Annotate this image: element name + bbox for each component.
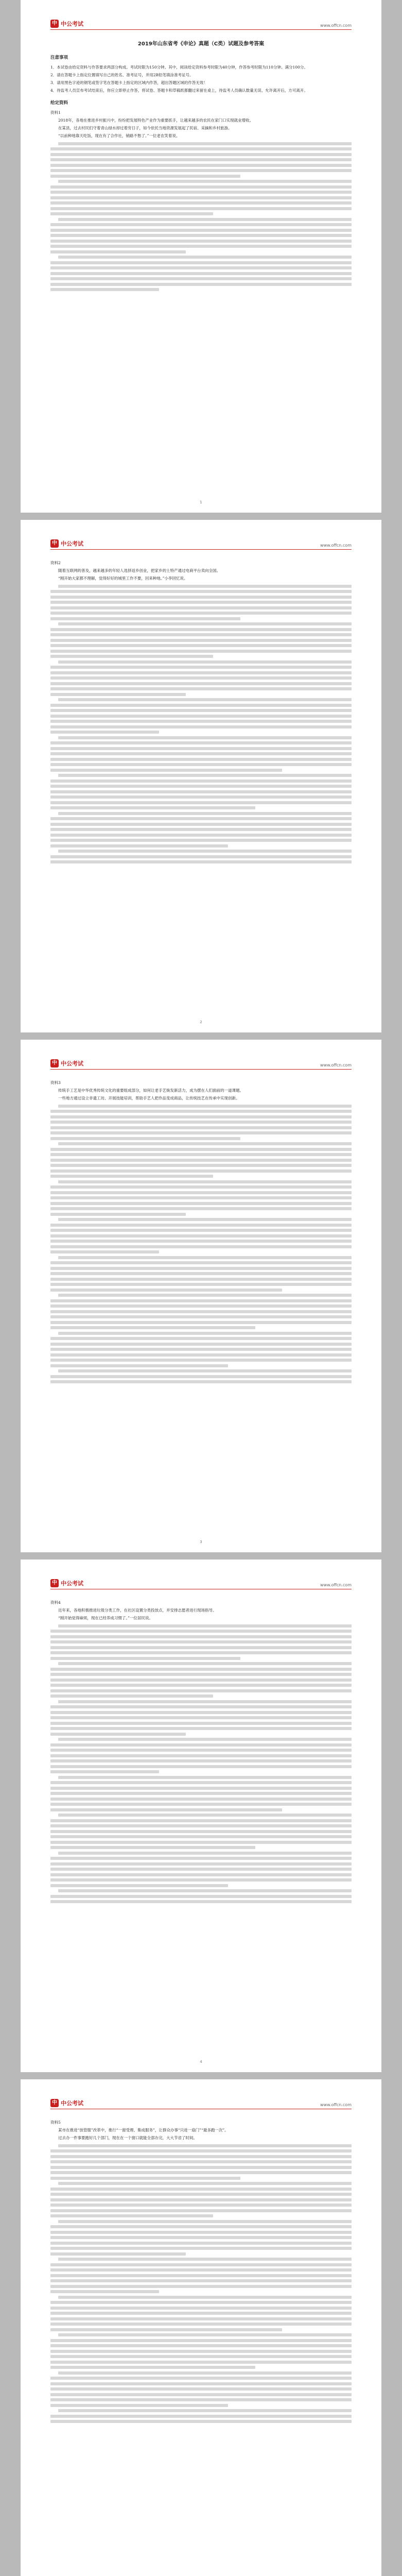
text-line-placeholder bbox=[58, 2371, 352, 2375]
text-line-placeholder bbox=[50, 158, 352, 161]
text-line-placeholder bbox=[50, 596, 352, 599]
text-line-placeholder bbox=[50, 709, 352, 712]
text-line-placeholder bbox=[50, 1679, 352, 1682]
text-line-placeholder bbox=[50, 1148, 352, 1151]
text-line-placeholder bbox=[50, 1202, 352, 1205]
text-line-placeholder bbox=[58, 1218, 352, 1221]
text-line-placeholder bbox=[50, 2268, 352, 2272]
text-line-placeholder bbox=[50, 2355, 352, 2358]
text-line-placeholder bbox=[50, 2252, 186, 2256]
text-line-placeholder bbox=[50, 1380, 352, 1383]
brand-logo bbox=[50, 20, 83, 28]
page-4 bbox=[21, 1560, 381, 2072]
text-line-placeholder bbox=[50, 2328, 282, 2331]
text-line-placeholder bbox=[50, 731, 159, 734]
note-line: 1．本试卷由给定资料与作答要求两部分构成。考试时限为150分钟。其中，阅读给定资料参考时限为40分钟，作答参考时限为110分钟。满分100分。 bbox=[50, 65, 308, 70]
text-line-placeholder bbox=[50, 2344, 352, 2347]
page-5 bbox=[21, 2079, 381, 2576]
text-line-placeholder bbox=[50, 741, 352, 744]
text-line-placeholder bbox=[50, 806, 255, 809]
body-text-block bbox=[50, 2144, 352, 2424]
brand-logo-icon: 中 bbox=[50, 20, 59, 28]
text-line-placeholder bbox=[50, 229, 352, 232]
text-line-placeholder bbox=[50, 1337, 352, 1340]
document-title: 2019年山东省考《申论》真题（C类）试题及参考答案 bbox=[137, 41, 265, 47]
text-line-placeholder bbox=[58, 1105, 352, 1108]
text-line-placeholder bbox=[58, 1332, 352, 1335]
text-line-placeholder bbox=[50, 1115, 352, 1118]
text-line-placeholder bbox=[50, 1110, 352, 1113]
text-line-placeholder bbox=[50, 1792, 352, 1795]
text-line-placeholder bbox=[50, 1819, 352, 1822]
body-text-block bbox=[50, 1624, 352, 1904]
text-line-placeholder bbox=[50, 2361, 352, 2364]
text-line-placeholder bbox=[50, 2274, 352, 2277]
brand-logo-text: 中公考试 bbox=[61, 2100, 83, 2107]
text-line-placeholder bbox=[50, 2377, 352, 2380]
text-line-placeholder bbox=[58, 736, 352, 739]
text-line-placeholder bbox=[50, 1121, 352, 1124]
text-line-placeholder bbox=[50, 1733, 186, 1736]
notes-title: 注意事项 bbox=[50, 55, 68, 60]
text-line-placeholder bbox=[58, 1889, 352, 1892]
text-line-placeholder bbox=[50, 1749, 352, 1752]
text-line-placeholder bbox=[58, 660, 352, 664]
text-line-placeholder bbox=[50, 2209, 352, 2212]
text-line-placeholder bbox=[50, 2279, 352, 2282]
brand-logo-icon: 中 bbox=[50, 2099, 59, 2107]
text-line-placeholder bbox=[50, 1321, 352, 1324]
text-line-placeholder bbox=[50, 1803, 352, 1806]
text-line-placeholder bbox=[50, 2198, 352, 2201]
text-line-placeholder bbox=[50, 2149, 352, 2153]
text-line-placeholder bbox=[50, 1895, 352, 1898]
text-line-placeholder bbox=[50, 1727, 352, 1730]
text-line-placeholder bbox=[50, 2155, 352, 2158]
text-line-placeholder bbox=[58, 1776, 352, 1779]
text-line-placeholder bbox=[58, 1624, 352, 1628]
page-header bbox=[50, 18, 352, 30]
text-line-placeholder bbox=[50, 1862, 352, 1866]
text-line-placeholder bbox=[50, 1759, 352, 1762]
text-line-placeholder bbox=[50, 1159, 352, 1162]
text-line-placeholder bbox=[58, 256, 352, 259]
text-line-placeholder bbox=[50, 2242, 352, 2245]
text-line-placeholder bbox=[50, 2204, 352, 2207]
text-line-placeholder bbox=[50, 1126, 352, 1129]
text-line-placeholder bbox=[50, 1348, 352, 1351]
note-line: 2．请在答题卡上指定位置填写自己的姓名、准考证号，并用2B铅笔填涂准考证号。 bbox=[50, 73, 194, 77]
page-header bbox=[50, 537, 352, 550]
paragraph-line: “刚开始大家都不理解，觉得好好的城里工作不要，回来种地。”小李回忆说。 bbox=[58, 576, 188, 581]
text-line-placeholder bbox=[50, 2285, 352, 2288]
text-line-placeholder bbox=[50, 1196, 352, 1199]
text-line-placeholder bbox=[50, 2231, 352, 2234]
page-1 bbox=[21, 0, 381, 513]
paragraph-line: 近年来，各地积极推进垃圾分类工作，在社区设置分类投放点，并安排志愿者进行现场指导。 bbox=[58, 1608, 217, 1613]
text-line-placeholder bbox=[58, 698, 352, 701]
text-line-placeholder bbox=[50, 1754, 352, 1757]
text-line-placeholder bbox=[50, 839, 352, 842]
text-line-placeholder bbox=[50, 191, 352, 194]
text-line-placeholder bbox=[50, 1684, 352, 1687]
header-url: www.offcn.com bbox=[320, 1583, 352, 1587]
paragraph-line: “刚开始觉得麻烦，现在已经养成习惯了。”一位居民说。 bbox=[58, 1616, 153, 1620]
paragraph-line: 一些地方通过设立非遗工坊、开展技能培训，帮助手艺人把作品变成商品，让传统技艺在传承中实现创新。 bbox=[58, 1096, 240, 1100]
text-line-placeholder bbox=[50, 590, 352, 593]
text-line-placeholder bbox=[50, 223, 352, 226]
text-line-placeholder bbox=[50, 828, 352, 831]
brand-logo-text: 中公考试 bbox=[61, 540, 83, 547]
text-line-placeholder bbox=[50, 1250, 159, 1253]
text-line-placeholder bbox=[50, 2225, 352, 2228]
text-line-placeholder bbox=[50, 747, 352, 750]
text-line-placeholder bbox=[50, 1137, 240, 1140]
text-line-placeholder bbox=[50, 164, 352, 167]
paragraph-line: 传统手工艺是中华优秀传统文化的重要组成部分，如何让老手艺焕发新活力，成为摆在人们面前的一道课题。 bbox=[58, 1088, 243, 1093]
brand-logo-icon: 中 bbox=[50, 1059, 59, 1067]
text-line-placeholder bbox=[50, 2263, 352, 2266]
text-line-placeholder bbox=[50, 2350, 352, 2353]
text-line-placeholder bbox=[50, 1234, 352, 1238]
text-line-placeholder bbox=[50, 1787, 352, 1790]
brand-logo bbox=[50, 2099, 83, 2107]
text-line-placeholder bbox=[50, 1743, 352, 1747]
page-header bbox=[50, 1577, 352, 1589]
text-line-placeholder bbox=[50, 2420, 352, 2423]
text-line-placeholder bbox=[50, 704, 352, 707]
text-line-placeholder bbox=[50, 1640, 352, 1643]
text-line-placeholder bbox=[50, 1722, 352, 1725]
text-line-placeholder bbox=[50, 1131, 352, 1134]
text-line-placeholder bbox=[50, 2387, 352, 2391]
text-line-placeholder bbox=[50, 1857, 352, 1860]
page-number: 2 bbox=[200, 1020, 202, 1024]
header-url: www.offcn.com bbox=[320, 2103, 352, 2107]
text-line-placeholder bbox=[50, 752, 352, 755]
text-line-placeholder bbox=[50, 1353, 352, 1357]
text-line-placeholder bbox=[58, 2144, 352, 2147]
text-line-placeholder bbox=[50, 1635, 352, 1638]
text-line-placeholder bbox=[50, 2171, 352, 2174]
brand-logo bbox=[50, 539, 83, 548]
text-line-placeholder bbox=[58, 142, 352, 145]
text-line-placeholder bbox=[50, 1289, 282, 1292]
text-line-placeholder bbox=[58, 1700, 352, 1703]
text-line-placeholder bbox=[50, 671, 352, 674]
text-line-placeholder bbox=[58, 1180, 352, 1183]
body-text-block bbox=[50, 142, 352, 292]
text-line-placeholder bbox=[50, 175, 240, 178]
text-line-placeholder bbox=[50, 1824, 352, 1827]
text-line-placeholder bbox=[50, 676, 352, 680]
body-text-block bbox=[50, 585, 352, 864]
text-line-placeholder bbox=[50, 1283, 352, 1286]
text-line-placeholder bbox=[50, 1900, 352, 1903]
text-line-placeholder bbox=[50, 801, 352, 804]
text-line-placeholder bbox=[50, 606, 352, 609]
note-line: 4．待监考人员宣布考试结束后，你应立即停止作答，将试卷、答题卡和草稿纸都翻过来留在桌上，待监考人员确认数量无误、允许离开后，方可离开。 bbox=[50, 88, 308, 93]
text-line-placeholder bbox=[50, 1835, 352, 1838]
text-line-placeholder bbox=[50, 1164, 352, 1167]
text-line-placeholder bbox=[50, 1375, 352, 1378]
text-line-placeholder bbox=[50, 612, 352, 615]
text-line-placeholder bbox=[50, 2177, 240, 2180]
page-number: 3 bbox=[200, 1540, 202, 1544]
text-line-placeholder bbox=[50, 1213, 186, 1216]
text-line-placeholder bbox=[50, 2236, 352, 2239]
text-line-placeholder bbox=[50, 633, 352, 636]
header-url: www.offcn.com bbox=[320, 543, 352, 548]
text-line-placeholder bbox=[58, 1256, 352, 1259]
text-line-placeholder bbox=[50, 1310, 352, 1313]
text-line-placeholder bbox=[50, 1229, 352, 1232]
text-line-placeholder bbox=[50, 1170, 352, 1173]
page-number: 4 bbox=[200, 2060, 202, 2064]
text-line-placeholder bbox=[50, 769, 282, 772]
brand-logo bbox=[50, 1579, 83, 1587]
text-line-placeholder bbox=[50, 272, 352, 275]
text-line-placeholder bbox=[50, 1830, 352, 1833]
text-line-placeholder bbox=[50, 715, 352, 718]
text-line-placeholder bbox=[58, 180, 352, 183]
brand-logo-text: 中公考试 bbox=[61, 1580, 83, 1587]
text-line-placeholder bbox=[50, 693, 186, 696]
text-line-placeholder bbox=[50, 250, 186, 253]
text-line-placeholder bbox=[50, 1343, 352, 1346]
text-line-placeholder bbox=[50, 1711, 352, 1714]
text-line-placeholder bbox=[50, 201, 352, 205]
material-heading: 资料4 bbox=[50, 1600, 61, 1605]
text-line-placeholder bbox=[58, 1369, 352, 1372]
material-heading: 资料2 bbox=[50, 561, 61, 565]
paragraph-line: 2018年，各地在推进乡村振兴中，纷纷把发展特色产业作为重要抓手，让越来越多的农民在家门口实现就业增收。 bbox=[58, 118, 254, 123]
note-line: 3．请用黑色字迹的钢笔或签字笔在答题卡上指定的区域内作答，超出答题区域的作答无效！ bbox=[50, 80, 207, 85]
text-line-placeholder bbox=[50, 2193, 352, 2196]
text-line-placeholder bbox=[50, 855, 352, 858]
text-line-placeholder bbox=[50, 2317, 352, 2320]
text-line-placeholder bbox=[50, 1873, 352, 1876]
header-url: www.offcn.com bbox=[320, 1063, 352, 1067]
brand-logo bbox=[50, 1059, 83, 1067]
text-line-placeholder bbox=[50, 2247, 352, 2250]
text-line-placeholder bbox=[50, 1207, 352, 1210]
text-line-placeholder bbox=[58, 1294, 352, 1297]
text-line-placeholder bbox=[50, 2188, 352, 2191]
text-line-placeholder bbox=[50, 720, 352, 723]
text-line-placeholder bbox=[50, 1646, 352, 1649]
text-line-placeholder bbox=[50, 687, 352, 690]
text-line-placeholder bbox=[50, 196, 352, 199]
text-line-placeholder bbox=[50, 277, 352, 280]
paragraph-line: 某市在推进“放管服”改革中，推行“一窗受理、集成服务”，让群众办事“只进一扇门”“最多跑一次”。 bbox=[58, 2128, 229, 2132]
text-line-placeholder bbox=[58, 812, 352, 815]
text-line-placeholder bbox=[50, 266, 352, 269]
text-line-placeholder bbox=[50, 1326, 255, 1329]
text-line-placeholder bbox=[58, 218, 352, 221]
text-line-placeholder bbox=[50, 758, 352, 761]
text-line-placeholder bbox=[50, 1868, 352, 1871]
text-line-placeholder bbox=[50, 1364, 228, 1367]
text-line-placeholder bbox=[50, 2323, 352, 2326]
text-line-placeholder bbox=[50, 1770, 159, 1773]
text-line-placeholder bbox=[50, 1359, 352, 1362]
text-line-placeholder bbox=[50, 1808, 282, 1811]
text-line-placeholder bbox=[50, 1673, 352, 1676]
text-line-placeholder bbox=[50, 650, 352, 653]
text-line-placeholder bbox=[50, 1846, 255, 1849]
text-line-placeholder bbox=[50, 240, 352, 243]
text-line-placeholder bbox=[50, 288, 159, 291]
text-line-placeholder bbox=[58, 774, 352, 777]
text-line-placeholder bbox=[50, 1781, 352, 1784]
text-line-placeholder bbox=[50, 725, 352, 728]
text-line-placeholder bbox=[50, 2366, 255, 2369]
text-line-placeholder bbox=[50, 1884, 228, 1887]
paragraph-line: 过去办一件事要跑好几个部门，现在在一个窗口就能全部办完，大大节省了时间。 bbox=[58, 2136, 197, 2140]
text-line-placeholder bbox=[50, 1630, 352, 1633]
paragraph-line: “以前种地靠天吃饭，现在有了合作社，销路不愁了。”一位老农笑着说。 bbox=[58, 133, 180, 138]
text-line-placeholder bbox=[50, 779, 352, 783]
text-line-placeholder bbox=[50, 844, 228, 848]
text-line-placeholder bbox=[50, 666, 352, 669]
paragraph-line: 在某县，过去村民们守着青山绿水却过着穷日子，如今依托当地资源发展起了民宿、采摘和乡村旅游。 bbox=[58, 126, 232, 130]
page-3 bbox=[21, 1040, 381, 1552]
material-heading: 资料5 bbox=[50, 2120, 61, 2125]
text-line-placeholder bbox=[50, 1191, 352, 1194]
text-line-placeholder bbox=[50, 234, 352, 237]
text-line-placeholder bbox=[50, 1261, 352, 1264]
material-title: 给定资料 bbox=[50, 100, 68, 106]
text-line-placeholder bbox=[50, 169, 352, 172]
text-line-placeholder bbox=[50, 1798, 352, 1801]
text-line-placeholder bbox=[50, 1657, 240, 1660]
text-line-placeholder bbox=[50, 1716, 352, 1719]
text-line-placeholder bbox=[58, 2409, 352, 2412]
text-line-placeholder bbox=[50, 795, 352, 799]
text-line-placeholder bbox=[58, 1738, 352, 1741]
text-line-placeholder bbox=[50, 2382, 352, 2385]
text-line-placeholder bbox=[50, 1651, 352, 1654]
text-line-placeholder bbox=[50, 1267, 352, 1270]
text-line-placeholder bbox=[50, 1299, 352, 1302]
text-line-placeholder bbox=[50, 1841, 352, 1844]
text-line-placeholder bbox=[58, 2220, 352, 2223]
text-line-placeholder bbox=[50, 2307, 352, 2310]
material-heading: 资料1 bbox=[50, 110, 61, 115]
text-line-placeholder bbox=[50, 245, 352, 248]
text-line-placeholder bbox=[50, 147, 352, 150]
text-line-placeholder bbox=[58, 1852, 352, 1855]
text-line-placeholder bbox=[50, 682, 352, 685]
text-line-placeholder bbox=[50, 2290, 159, 2293]
text-line-placeholder bbox=[50, 2214, 213, 2217]
text-line-placeholder bbox=[58, 850, 352, 853]
text-line-placeholder bbox=[50, 823, 352, 826]
page-2 bbox=[21, 520, 381, 1032]
text-line-placeholder bbox=[58, 1814, 352, 1817]
material-heading: 资料3 bbox=[50, 1080, 61, 1085]
text-line-placeholder bbox=[50, 860, 352, 863]
page-header bbox=[50, 2097, 352, 2109]
text-line-placeholder bbox=[50, 1315, 352, 1318]
text-line-placeholder bbox=[50, 1694, 213, 1698]
brand-logo-text: 中公考试 bbox=[61, 1060, 83, 1067]
text-line-placeholder bbox=[50, 2398, 352, 2401]
body-text-block bbox=[50, 1105, 352, 1384]
text-line-placeholder bbox=[50, 617, 240, 620]
text-line-placeholder bbox=[50, 2393, 352, 2396]
text-line-placeholder bbox=[50, 2160, 352, 2163]
text-line-placeholder bbox=[50, 2415, 352, 2418]
text-line-placeholder bbox=[50, 2312, 352, 2315]
text-line-placeholder bbox=[50, 1245, 352, 1248]
text-line-placeholder bbox=[58, 1662, 352, 1665]
text-line-placeholder bbox=[50, 763, 352, 766]
text-line-placeholder bbox=[50, 628, 352, 631]
text-line-placeholder bbox=[50, 655, 213, 658]
text-line-placeholder bbox=[50, 1705, 352, 1708]
text-line-placeholder bbox=[50, 207, 352, 210]
brand-logo-icon: 中 bbox=[50, 1579, 59, 1587]
text-line-placeholder bbox=[50, 185, 352, 189]
text-line-placeholder bbox=[50, 639, 352, 642]
text-line-placeholder bbox=[50, 644, 352, 647]
text-line-placeholder bbox=[50, 1153, 352, 1156]
paragraph-line: 随着互联网的普及，越来越多的年轻人选择返乡创业，把家乡的土特产通过电商平台卖向全国。 bbox=[58, 568, 220, 573]
text-line-placeholder bbox=[58, 2296, 352, 2299]
text-line-placeholder bbox=[50, 2339, 352, 2342]
page-number: 1 bbox=[200, 500, 202, 504]
text-line-placeholder bbox=[50, 1175, 213, 1178]
text-line-placeholder bbox=[50, 2404, 228, 2407]
text-line-placeholder bbox=[50, 2301, 352, 2304]
text-line-placeholder bbox=[50, 601, 352, 604]
text-line-placeholder bbox=[50, 1689, 352, 1692]
text-line-placeholder bbox=[50, 1185, 352, 1189]
text-line-placeholder bbox=[58, 622, 352, 625]
text-line-placeholder bbox=[58, 2258, 352, 2261]
text-line-placeholder bbox=[58, 585, 352, 588]
text-line-placeholder bbox=[50, 817, 352, 820]
brand-logo-text: 中公考试 bbox=[61, 21, 83, 27]
brand-logo-icon: 中 bbox=[50, 539, 59, 548]
text-line-placeholder bbox=[50, 2166, 352, 2169]
text-line-placeholder bbox=[50, 1278, 352, 1281]
text-line-placeholder bbox=[50, 1765, 352, 1768]
text-line-placeholder bbox=[50, 1668, 352, 1671]
header-url: www.offcn.com bbox=[320, 23, 352, 28]
text-line-placeholder bbox=[50, 790, 352, 793]
text-line-placeholder bbox=[50, 261, 352, 264]
text-line-placeholder bbox=[50, 1224, 352, 1227]
text-line-placeholder bbox=[50, 283, 352, 286]
text-line-placeholder bbox=[50, 212, 213, 215]
text-line-placeholder bbox=[58, 2182, 352, 2185]
text-line-placeholder bbox=[50, 1240, 352, 1243]
text-line-placeholder bbox=[50, 1878, 352, 1882]
text-line-placeholder bbox=[50, 785, 352, 788]
page-header bbox=[50, 1057, 352, 1070]
text-line-placeholder bbox=[50, 834, 352, 837]
text-line-placeholder bbox=[50, 1272, 352, 1275]
text-line-placeholder bbox=[58, 2333, 352, 2336]
text-line-placeholder bbox=[50, 1304, 352, 1308]
text-line-placeholder bbox=[50, 153, 352, 156]
text-line-placeholder bbox=[58, 1142, 352, 1145]
